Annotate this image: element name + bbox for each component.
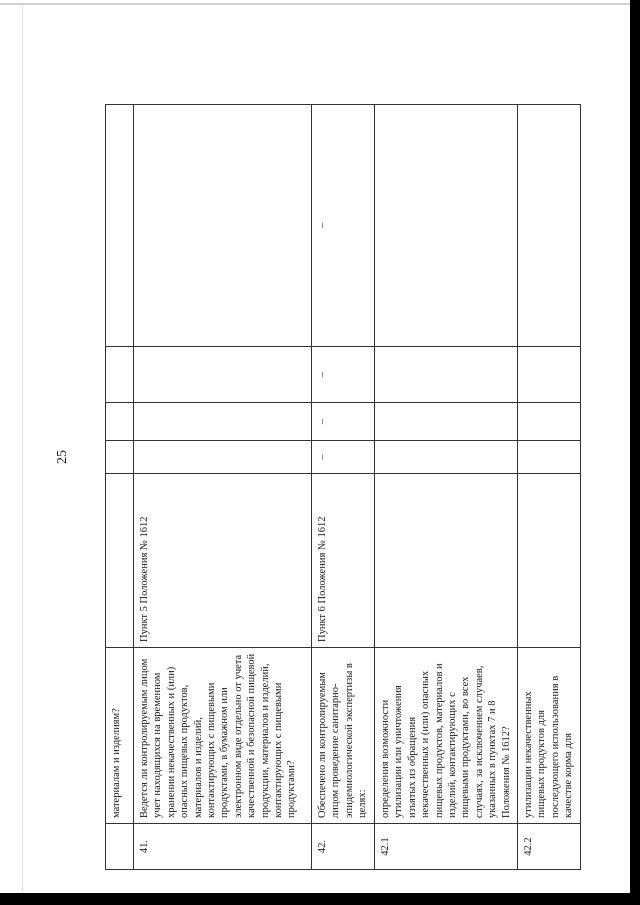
scan-top-edge	[0, 3, 630, 5]
reference-cell: Пункт 6 Положения № 1612	[312, 474, 375, 648]
scan-right-border	[630, 0, 640, 905]
row-number	[106, 824, 134, 870]
table-row-42	[312, 105, 375, 870]
not-applicable-cell	[518, 347, 581, 403]
question-cell: Обеспечено ли контролируемым лицом проведение санитарно-эпидемиологической экспертизы в целях:	[312, 648, 375, 824]
comment-cell	[106, 105, 134, 347]
comment-cell	[518, 105, 581, 347]
reference-cell	[375, 474, 518, 648]
answer-no-cell	[106, 403, 134, 441]
row-number: 42.	[312, 824, 375, 870]
scan-bottom-border	[0, 893, 640, 905]
answer-no-cell: –	[312, 403, 375, 441]
answer-yes-cell	[518, 441, 581, 474]
answer-yes-cell	[375, 441, 518, 474]
scan-left-edge	[22, 6, 23, 892]
page-number: 25	[55, 450, 70, 464]
question-cell: определения возможности утилизации или уничтожения изъятых из обращения некачественных и (или) опасных пищевых продуктов, материалов и изделий, контактирующих с пищевыми продуктами, во всех случаях, за исключением случаев, указанных в пунктах 7 и 8 Положения № 1612?	[375, 648, 518, 824]
comment-cell	[375, 105, 518, 347]
answer-no-cell	[134, 403, 312, 441]
comment-cell	[134, 105, 312, 347]
answer-no-cell	[518, 403, 581, 441]
table-row-41	[134, 105, 312, 870]
table-row-42-1	[375, 105, 518, 870]
rotated-table-wrapper	[105, 105, 575, 870]
not-applicable-cell	[106, 347, 134, 403]
question-cell: утилизации некачественных пищевых продуктов для последующего использования в качестве корма для	[518, 648, 581, 824]
row-number: 41.	[134, 824, 312, 870]
answer-no-cell	[375, 403, 518, 441]
table-row-42-2	[518, 105, 581, 870]
table-row-continuation	[106, 105, 134, 870]
not-applicable-cell	[375, 347, 518, 403]
answer-yes-cell: –	[312, 441, 375, 474]
comment-cell: –	[312, 105, 375, 347]
answer-yes-cell	[106, 441, 134, 474]
checklist-table	[105, 104, 581, 870]
reference-cell: Пункт 5 Положения № 1612	[134, 474, 312, 648]
reference-cell	[106, 474, 134, 648]
question-cell: Ведется ли контролируемым лицом учет находящихся на временном хранении некачественных и (или) опасных пищевых продуктов, материалов и изделий, контактирующих с пищевыми продуктами, в бумажном или электронном виде отдельно от учета качественной и безопасной пищевой продукции, материалов и изделий, контактирующих с пищевыми продуктами?	[134, 648, 312, 824]
row-number: 42.2	[518, 824, 581, 870]
row-number: 42.1	[375, 824, 518, 870]
not-applicable-cell	[134, 347, 312, 403]
not-applicable-cell: –	[312, 347, 375, 403]
question-cell: материалам и изделиям?	[106, 648, 134, 824]
reference-cell	[518, 474, 581, 648]
answer-yes-cell	[134, 441, 312, 474]
